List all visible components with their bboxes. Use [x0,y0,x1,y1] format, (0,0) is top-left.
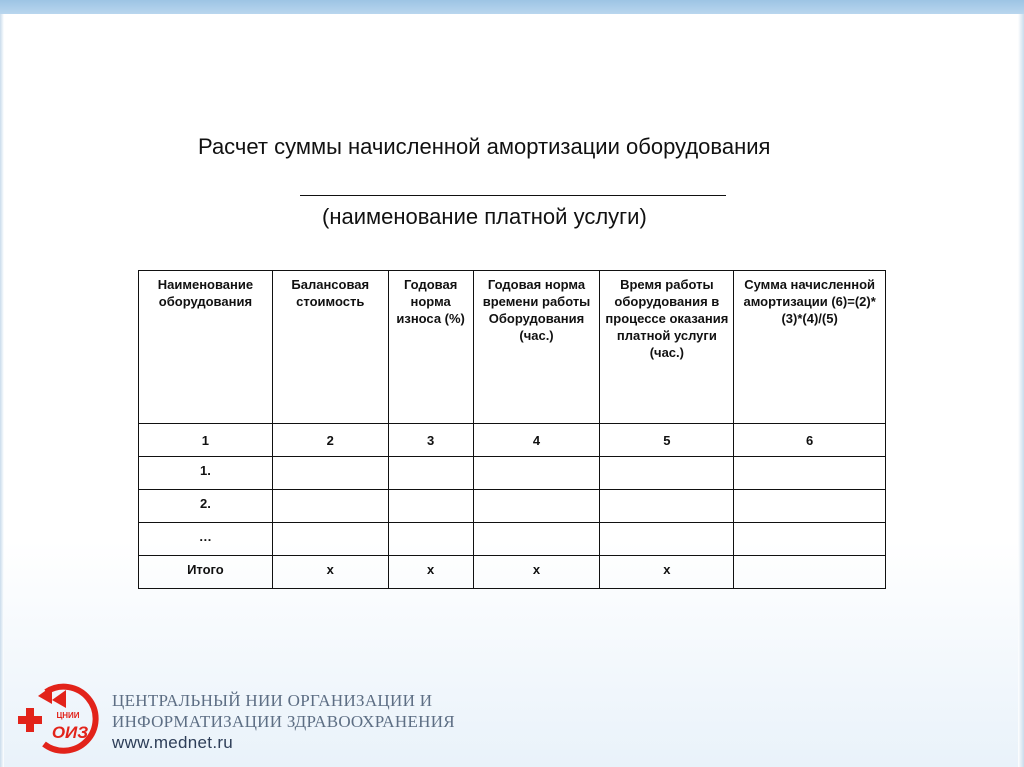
cnii-oiz-logo [16,682,104,754]
header-cell-equipment: Наименование оборудования [139,271,273,424]
table-cell: х [600,556,734,589]
column-number-cell: 5 [600,424,734,457]
table-cell [388,457,473,490]
column-number-cell: 4 [473,424,600,457]
header-cell-service-hours: Время работы оборудования в процессе оказания платной услуги (час.) [600,271,734,424]
table-row [139,490,886,523]
table-cell [272,457,388,490]
organization-block [112,690,455,753]
table-header-row [139,271,886,424]
table-cell [473,490,600,523]
column-number-cell: 6 [734,424,886,457]
organization-name-line-2: ИНФОРМАТИЗАЦИИ ЗДРАВООХРАНЕНИЯ [112,712,455,731]
table-cell [600,457,734,490]
table-cell [600,523,734,556]
column-number-cell: 2 [272,424,388,457]
organization-name-line-1: ЦЕНТРАЛЬНЫЙ НИИ ОРГАНИЗАЦИИ И [112,691,433,710]
amortization-table [138,270,886,589]
table-cell [734,523,886,556]
table-cell [734,556,886,589]
table-cell [272,523,388,556]
logo-text-main: ОИЗ [51,723,89,742]
table-cell: 1. [139,457,273,490]
table-row [139,523,886,556]
organization-url[interactable]: www.mednet.ru [112,733,234,752]
table-cell [734,457,886,490]
header-cell-annual-hours: Годовая норма времени работы Оборудования (час.) [473,271,600,424]
table-cell [388,523,473,556]
top-accent-bar [0,0,1024,14]
slide-right-edge [1018,14,1024,767]
slide-left-edge [0,14,4,767]
table-cell: Итого [139,556,273,589]
header-cell-balance-value: Балансовая стоимость [272,271,388,424]
table-cell [473,457,600,490]
logo-arrow-head [38,686,52,704]
page-subtitle: (наименование платной услуги) [322,204,647,229]
table-cell: … [139,523,273,556]
logo-cross-vertical [26,708,34,732]
column-number-cell: 3 [388,424,473,457]
table-cell: х [388,556,473,589]
table-total-row [139,556,886,589]
table-cell: х [473,556,600,589]
table-cell [600,490,734,523]
column-number-cell: 1 [139,424,273,457]
header-cell-amortization-sum: Сумма начисленной амортизации (6)=(2)*(3)*(4)/(5) [734,271,886,424]
table-cell [388,490,473,523]
logo-arrow-head-2 [52,690,66,708]
service-name-blank-line [300,195,726,196]
table-cell [734,490,886,523]
table-cell [473,523,600,556]
header-cell-wear-rate: Годовая норма износа (%) [388,271,473,424]
page-title: Расчет суммы начисленной амортизации оборудования [198,134,771,159]
table-cell: х [272,556,388,589]
table-row [139,457,886,490]
table-cell: 2. [139,490,273,523]
table-cell [272,490,388,523]
logo-text-top: ЦНИИ [56,711,80,720]
column-number-row [139,424,886,457]
